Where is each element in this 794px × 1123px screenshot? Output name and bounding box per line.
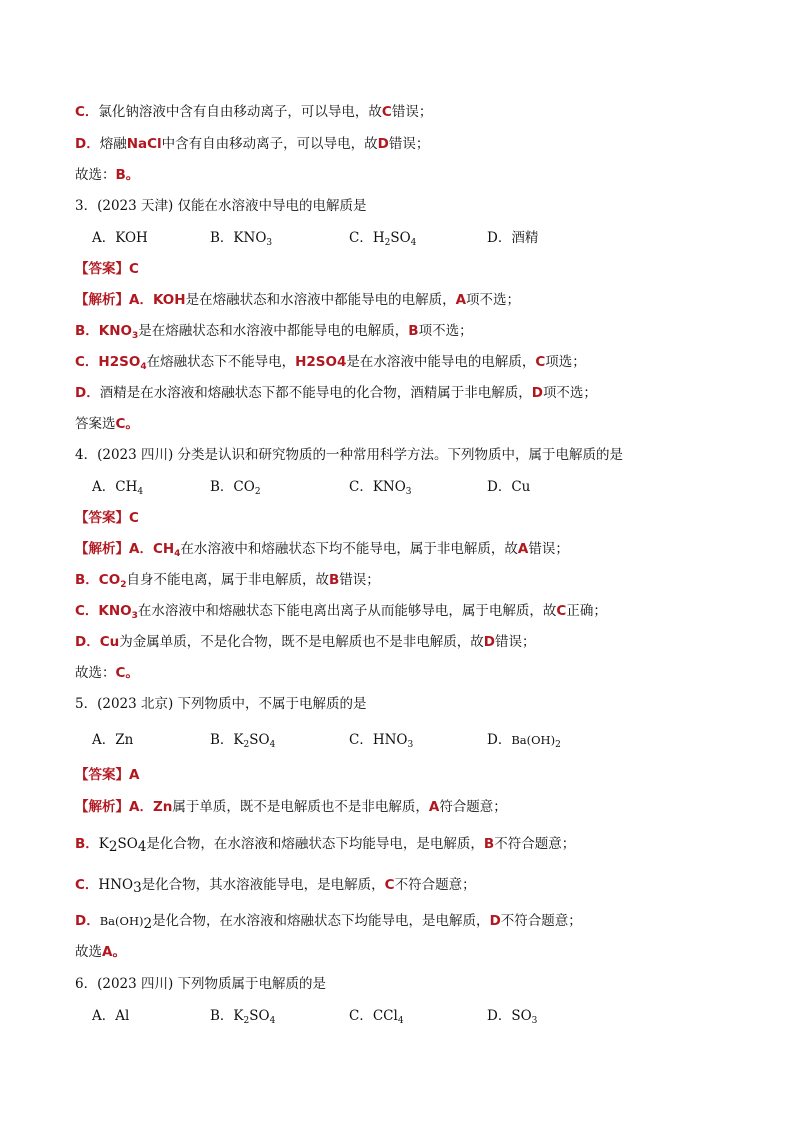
- q6-option-d: D．$SO_3$: [487, 1008, 538, 1026]
- q5-option-a: A．Zn: [92, 732, 134, 748]
- q3-option-b: B．$KNO_3$: [210, 230, 273, 248]
- q4-option-b: B．$CO_2$: [210, 479, 261, 497]
- q5-analysis-d: D．$Ba(OH)_2$是化合物，在水溶液和熔融状态下均能导电，是电解质，D不符合题意；: [75, 913, 582, 932]
- q5-option-b: B．$K_2SO_4$: [210, 732, 276, 750]
- q3-analysis-a: 【解析】A．KOH是在熔融状态和水溶液中都能导电的电解质，A项不选；: [75, 292, 521, 308]
- q5-option-c: C．$HNO_3$: [349, 732, 414, 750]
- q3-option-a: A．KOH: [92, 230, 148, 246]
- q4-conclusion: 故选：C。: [75, 665, 139, 681]
- q5-option-d: D．$Ba(OH)_2$: [487, 732, 561, 750]
- q4-analysis-b: B．$CO_2$自身不能电离，属于非电解质，故B错误；: [75, 572, 380, 590]
- q5-analysis-c: C．$HNO_3$是化合物，其水溶液能导电，是电解质，C不符合题意；: [75, 877, 476, 896]
- q5-conclusion: 故选A。: [75, 944, 126, 960]
- q4-option-d: D．Cu: [487, 479, 531, 495]
- question-5-options: [92, 730, 712, 750]
- q3-conclusion: 答案选C。: [75, 416, 139, 432]
- q5-analysis-b: B．$K_2SO_4$是化合物，在水溶液和熔融状态下均能导电，是电解质，B不符合题意；: [75, 836, 576, 855]
- q4-analysis-d: D．Cu为金属单质，不是化合物，既不是电解质也不是非电解质，故D错误；: [75, 634, 536, 650]
- q3-answer: 【答案】C: [75, 261, 139, 277]
- q6-option-c: C．CCl$_4$: [349, 1008, 404, 1026]
- question-4-options: [92, 477, 712, 497]
- q6-option-b: B．$K_2SO_4$: [210, 1008, 276, 1026]
- question-5-stem: 5．(2023 北京) 下列物质中，不属于电解质的是: [75, 696, 367, 712]
- q3-option-c: C．$H_2SO_4$: [349, 230, 417, 248]
- q5-analysis-a: 【解析】A．Zn属于单质，既不是电解质也不是非电解质，A符合题意；: [75, 799, 507, 815]
- q5-answer: 【答案】A: [75, 767, 140, 783]
- conclusion-prev: 故选：B。: [75, 167, 140, 183]
- question-4-stem: 4．(2023 四川) 分类是认识和研究物质的一种常用科学方法。下列物质中，属于电解质的是: [75, 447, 624, 463]
- question-3-options: [92, 228, 712, 248]
- analysis-line-d-prev: D．熔融NaCl中含有自由移动离子，可以导电，故D错误；: [75, 136, 430, 152]
- q6-option-a: A．Al: [92, 1008, 130, 1024]
- q3-option-d: D．酒精: [487, 230, 539, 246]
- question-6-stem: 6．(2023 四川) 下列物质属于电解质的是: [75, 976, 327, 992]
- analysis-line-c-prev: C．氯化钠溶液中含有自由移动离子，可以导电，故C错误；: [75, 104, 433, 120]
- q4-answer: 【答案】C: [75, 510, 139, 526]
- q3-analysis-c: C．$H2SO_4$在熔融状态下不能导电，H2SO4是在水溶液中能导电的电解质，C项选；: [75, 354, 586, 372]
- q3-analysis-b: B．$KNO_3$是在熔融状态和水溶液中都能导电的电解质，B项不选；: [75, 323, 473, 341]
- q4-option-a: A．$CH_4$: [92, 479, 144, 497]
- q4-analysis-c: C．$KNO_3$在水溶液中和熔融状态下能电离出离子从而能够导电，属于电解质，故C正确；: [75, 603, 607, 621]
- q4-analysis-a: 【解析】A．$CH_4$在水溶液中和熔融状态下均不能导电，属于非电解质，故A错误；: [75, 541, 569, 559]
- question-6-options: [92, 1006, 712, 1026]
- q3-analysis-d: D．酒精是在水溶液和熔融状态下都不能导电的化合物，酒精属于非电解质，D项不选；: [75, 385, 597, 401]
- question-3-stem: 3．(2023 天津) 仅能在水溶液中导电的电解质是: [75, 198, 367, 214]
- q4-option-c: C．$KNO_3$: [349, 479, 412, 497]
